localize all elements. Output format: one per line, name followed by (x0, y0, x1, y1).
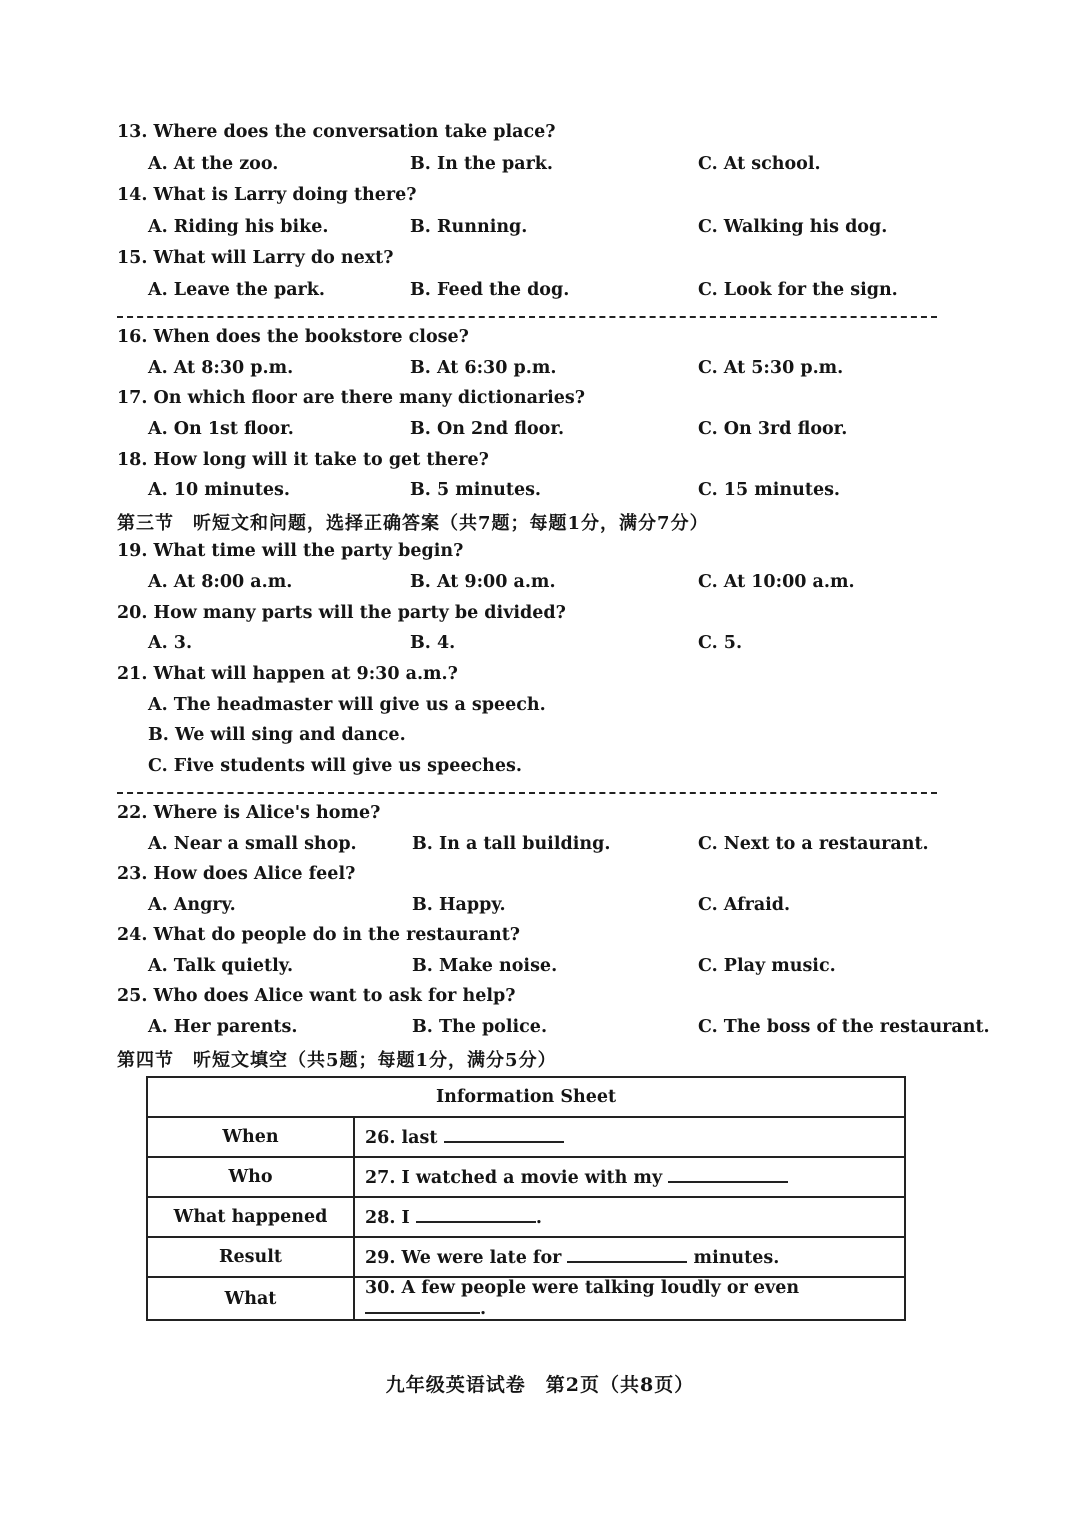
section-4-heading: 第四节 听短文填空（共5题；每题1分，满分5分） (117, 1050, 557, 1071)
question-13: 13. Where does the conversation take place? (117, 122, 556, 142)
option-25-b: B. The police. (412, 1017, 548, 1037)
option-14-a: A. Riding his bike. (148, 217, 329, 237)
page-footer: 九年级英语试卷 第2页（共8页） (385, 1374, 695, 1396)
option-17-a: A. On 1st floor. (148, 419, 294, 439)
option-15-a: A. Leave the park. (148, 280, 325, 300)
option-14-c: C. Walking his dog. (698, 217, 888, 237)
table-row (147, 1237, 905, 1277)
answer-blank-30[interactable] (365, 1298, 480, 1314)
option-25-c: C. The boss of the restaurant. (698, 1017, 990, 1037)
row-prefix: 27. I watched a movie with my (365, 1167, 663, 1188)
option-17-c: C. On 3rd floor. (698, 419, 848, 439)
table-title: Information Sheet (147, 1077, 905, 1117)
row-label: Who (147, 1157, 354, 1197)
option-21-b: B. We will sing and dance. (148, 725, 406, 745)
row-content (354, 1197, 905, 1237)
option-24-b: B. Make noise. (412, 956, 558, 976)
row-prefix: 30. A few people were talking loudly or even (365, 1278, 800, 1298)
row-label: When (147, 1117, 354, 1157)
option-22-a: A. Near a small shop. (148, 834, 357, 854)
option-15-b: B. Feed the dog. (410, 280, 570, 300)
question-19: 19. What time will the party begin? (117, 541, 464, 561)
row-content (354, 1117, 905, 1157)
question-18: 18. How long will it take to get there? (117, 450, 489, 470)
option-20-b: B. 4. (410, 633, 456, 653)
option-19-b: B. At 9:00 a.m. (410, 572, 556, 592)
table-row (147, 1197, 905, 1237)
option-24-a: A. Talk quietly. (148, 956, 294, 976)
option-21-c: C. Five students will give us speeches. (148, 756, 522, 776)
option-13-a: A. At the zoo. (148, 154, 279, 174)
row-suffix: . (480, 1299, 487, 1319)
option-25-a: A. Her parents. (148, 1017, 298, 1037)
question-15: 15. What will Larry do next? (117, 248, 394, 268)
option-21-a: A. The headmaster will give us a speech. (148, 695, 546, 715)
option-15-c: C. Look for the sign. (698, 280, 898, 300)
table-header-row (147, 1077, 905, 1117)
row-prefix: 28. I (365, 1207, 410, 1228)
table-row (147, 1117, 905, 1157)
option-19-c: C. At 10:00 a.m. (698, 572, 855, 592)
option-18-b: B. 5 minutes. (410, 480, 542, 500)
row-content (354, 1237, 905, 1277)
option-19-a: A. At 8:00 a.m. (148, 572, 293, 592)
option-23-b: B. Happy. (412, 895, 506, 915)
row-content (354, 1157, 905, 1197)
question-23: 23. How does Alice feel? (117, 864, 356, 884)
option-20-c: C. 5. (698, 633, 743, 653)
answer-blank-26[interactable] (444, 1127, 564, 1143)
option-16-c: C. At 5:30 p.m. (698, 358, 844, 378)
row-prefix: 26. last (365, 1127, 438, 1148)
option-18-c: C. 15 minutes. (698, 480, 841, 500)
question-22: 22. Where is Alice's home? (117, 803, 381, 823)
option-16-a: A. At 8:30 p.m. (148, 358, 294, 378)
row-label: What happened (147, 1197, 354, 1237)
question-17: 17. On which floor are there many dictionaries? (117, 388, 586, 408)
row-prefix: 29. We were late for (365, 1247, 562, 1268)
table-row (147, 1277, 905, 1320)
question-16: 16. When does the bookstore close? (117, 327, 469, 347)
option-13-c: C. At school. (698, 154, 821, 174)
row-label: Result (147, 1237, 354, 1277)
option-22-b: B. In a tall building. (412, 834, 611, 854)
row-suffix: . (535, 1207, 542, 1228)
option-23-a: A. Angry. (148, 895, 236, 915)
dashed-divider (117, 316, 937, 318)
dashed-divider (117, 792, 937, 794)
question-14: 14. What is Larry doing there? (117, 185, 417, 205)
option-14-b: B. Running. (410, 217, 528, 237)
option-16-b: B. At 6:30 p.m. (410, 358, 557, 378)
row-label: What (147, 1277, 354, 1320)
table-row (147, 1157, 905, 1197)
question-21: 21. What will happen at 9:30 a.m.? (117, 664, 458, 684)
section-3-heading: 第三节 听短文和问题，选择正确答案（共7题；每题1分，满分7分） (117, 513, 709, 534)
option-13-b: B. In the park. (410, 154, 554, 174)
option-24-c: C. Play music. (698, 956, 836, 976)
option-18-a: A. 10 minutes. (148, 480, 290, 500)
option-22-c: C. Next to a restaurant. (698, 834, 929, 854)
information-sheet-table (146, 1076, 906, 1321)
answer-blank-27[interactable] (668, 1167, 788, 1183)
question-20: 20. How many parts will the party be divided? (117, 603, 566, 623)
row-content (354, 1277, 905, 1320)
option-20-a: A. 3. (148, 633, 193, 653)
question-24: 24. What do people do in the restaurant? (117, 925, 521, 945)
answer-blank-29[interactable] (567, 1247, 687, 1263)
question-25: 25. Who does Alice want to ask for help? (117, 986, 516, 1006)
option-17-b: B. On 2nd floor. (410, 419, 565, 439)
option-23-c: C. Afraid. (698, 895, 791, 915)
answer-blank-28[interactable] (416, 1207, 536, 1223)
row-suffix: minutes. (693, 1247, 780, 1268)
